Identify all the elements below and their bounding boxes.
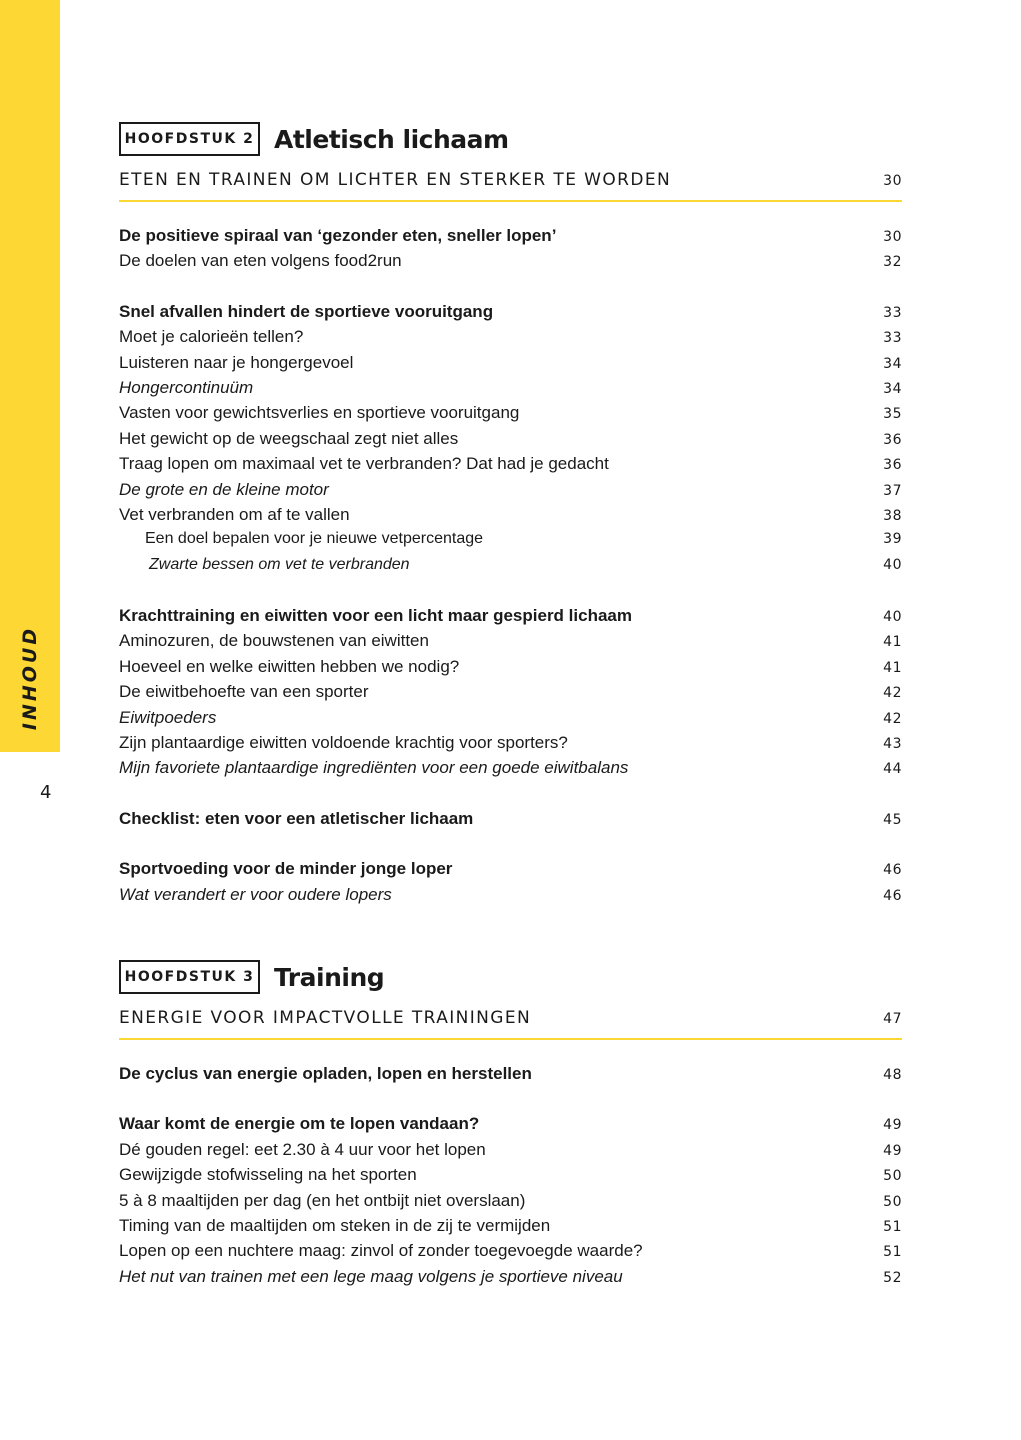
chapter-label: HOOFDSTUK 3 xyxy=(119,960,260,994)
toc-entry[interactable] xyxy=(119,429,902,454)
toc-entry[interactable] xyxy=(119,378,902,403)
toc-entry[interactable] xyxy=(119,480,902,505)
toc-entry-title: Timing van de maaltijden om steken in de zij te vermijden xyxy=(119,1215,551,1235)
toc-entry-page: 48 xyxy=(883,1067,902,1083)
toc-entry-page: 35 xyxy=(883,406,902,423)
toc-section-entry[interactable] xyxy=(119,859,902,884)
chapter-header xyxy=(119,958,902,996)
toc-entry[interactable] xyxy=(119,758,902,783)
toc-entry-page: 41 xyxy=(883,634,902,651)
toc-entry[interactable] xyxy=(119,1165,902,1190)
toc-entry[interactable] xyxy=(119,505,902,530)
toc-entry-page: 36 xyxy=(883,457,902,474)
toc-entry[interactable] xyxy=(119,353,902,378)
toc-entry-title: De positieve spiraal van ‘gezonder eten, sneller lopen’ xyxy=(119,226,557,245)
toc-entry-title: Sportvoeding voor de minder jonge loper xyxy=(119,859,453,879)
toc-entry[interactable] xyxy=(119,885,902,910)
toc-entry-title: Hongercontinuüm xyxy=(119,377,254,397)
toc-entry-page: 33 xyxy=(883,304,902,321)
chapter-3-section xyxy=(119,958,902,1292)
toc-entry-page: 49 xyxy=(883,1117,902,1134)
toc-entry-page: 32 xyxy=(883,254,902,271)
chapter-subtitle-page: 30 xyxy=(883,173,902,189)
toc-entry-title: Snel afvallen hindert de sportieve vooruitgang xyxy=(119,301,494,321)
toc-entry[interactable] xyxy=(119,530,902,555)
toc-entry[interactable] xyxy=(119,327,902,352)
toc-entry-title: Zijn plantaardige eiwitten voldoende krachtig voor sporters? xyxy=(119,733,568,753)
toc-entry-page: 46 xyxy=(883,862,902,879)
chapter-subtitle: ETEN EN TRAINEN OM LICHTER EN STERKER TE WORDEN xyxy=(119,170,672,190)
toc-entry-page: 34 xyxy=(883,355,902,372)
toc-entry-page: 45 xyxy=(883,811,902,828)
side-label xyxy=(14,625,46,731)
toc-entry-page: 43 xyxy=(883,736,902,753)
toc-entry-page: 42 xyxy=(883,685,902,702)
toc-group xyxy=(119,226,902,277)
toc-entry-title: Luisteren naar je hongergevoel xyxy=(119,352,354,372)
toc-entry-page: 33 xyxy=(883,330,902,347)
toc-entry-page: 44 xyxy=(883,761,902,778)
chapter-subtitle-page: 47 xyxy=(883,1011,902,1027)
toc-entry-title: Aminozuren, de bouwstenen van eiwitten xyxy=(119,631,429,651)
toc-entry[interactable] xyxy=(119,403,902,428)
toc-group xyxy=(119,606,902,784)
toc-entry-page: 36 xyxy=(883,431,902,448)
toc-entry-page: 30 xyxy=(883,229,902,245)
toc-entry-page: 42 xyxy=(883,710,902,727)
toc-entry-title: Krachttraining en eiwitten voor een licht maar gespierd lichaam xyxy=(119,606,632,626)
toc-entry[interactable] xyxy=(119,251,902,276)
toc-entry-title: Een doel bepalen voor je nieuwe vetpercentage xyxy=(145,530,484,548)
chapter-header xyxy=(119,120,902,158)
toc-section-entry[interactable] xyxy=(119,226,902,251)
toc-entry-title: De cyclus van energie opladen, lopen en herstellen xyxy=(119,1064,532,1083)
toc-entry[interactable] xyxy=(119,1140,902,1165)
toc-entry[interactable] xyxy=(119,556,902,581)
toc-entry-title: Het gewicht op de weegschaal zegt niet alles xyxy=(119,428,459,448)
toc-entry-title: Hoeveel en welke eiwitten hebben we nodig? xyxy=(119,656,460,676)
toc-entry[interactable] xyxy=(119,1267,902,1292)
chapter-label: HOOFDSTUK 2 xyxy=(119,122,260,156)
toc-entry-page: 52 xyxy=(883,1269,902,1286)
toc-group xyxy=(119,1064,902,1089)
toc-group xyxy=(119,1114,902,1292)
toc-entry-title: Mijn favoriete plantaardige ingrediënten voor een goede eiwitbalans xyxy=(119,758,629,778)
toc-entries xyxy=(119,1064,902,1292)
toc-section-entry[interactable] xyxy=(119,809,902,834)
toc-entry-title: Vasten voor gewichtsverlies en sportieve vooruitgang xyxy=(119,403,520,423)
toc-entry-page: 51 xyxy=(883,1244,902,1261)
toc-entry-title: De doelen van eten volgens food2run xyxy=(119,251,402,271)
toc-entry-page: 38 xyxy=(883,507,902,524)
toc-entry-page: 41 xyxy=(883,659,902,676)
toc-entry-page: 37 xyxy=(883,482,902,499)
chapter-subtitle-row[interactable] xyxy=(119,170,902,202)
toc-section-entry[interactable] xyxy=(119,302,902,327)
toc-group xyxy=(119,809,902,834)
toc-section-entry[interactable] xyxy=(119,606,902,631)
toc-entry-title: Lopen op een nuchtere maag: zinvol of zonder toegevoegde waarde? xyxy=(119,1241,643,1261)
toc-section-entry[interactable] xyxy=(119,1064,902,1089)
toc-entry-title: Vet verbranden om af te vallen xyxy=(119,504,350,524)
toc-entry-title: Moet je calorieën tellen? xyxy=(119,327,304,347)
toc-entry-title: De eiwitbehoefte van een sporter xyxy=(119,682,369,702)
toc-entry-title: Traag lopen om maximaal vet te verbranden? Dat had je gedacht xyxy=(119,454,609,474)
toc-entry-title: 5 à 8 maaltijden per dag (en het ontbijt niet overslaan) xyxy=(119,1190,526,1210)
toc-entry-title: Waar komt de energie om te lopen vandaan? xyxy=(119,1114,480,1134)
toc-entry-page: 40 xyxy=(883,609,902,626)
page-number: 4 xyxy=(40,782,52,803)
toc-entry[interactable] xyxy=(119,682,902,707)
toc-entry-page: 39 xyxy=(883,531,902,548)
chapter-subtitle: ENERGIE VOOR IMPACTVOLLE TRAININGEN xyxy=(119,1008,532,1028)
toc-entry-page: 51 xyxy=(883,1218,902,1235)
chapter-title: Atletisch lichaam xyxy=(274,124,509,154)
chapter-title: Training xyxy=(274,962,385,992)
toc-entry[interactable] xyxy=(119,631,902,656)
toc-entry-title: Checklist: eten voor een atletischer lichaam xyxy=(119,808,474,828)
toc-entry[interactable] xyxy=(119,1216,902,1241)
toc-entry-title: Eiwitpoeders xyxy=(119,707,217,727)
toc-entry-page: 50 xyxy=(883,1168,902,1185)
toc-section-entry[interactable] xyxy=(119,1114,902,1139)
side-label-text: INHOUD xyxy=(19,625,42,731)
toc-entry-title: Gewijzigde stofwisseling na het sporten xyxy=(119,1165,417,1185)
chapter-subtitle-row[interactable] xyxy=(119,1008,902,1040)
toc-entry-title: Dé gouden regel: eet 2.30 à 4 uur voor het lopen xyxy=(119,1139,486,1159)
toc-entry-title: De grote en de kleine motor xyxy=(119,479,329,499)
toc-entry[interactable] xyxy=(119,454,902,479)
toc-entry-page: 50 xyxy=(883,1193,902,1210)
toc-entry-page: 34 xyxy=(883,380,902,397)
toc-entries xyxy=(119,226,902,910)
toc-entry-page: 40 xyxy=(883,556,902,573)
toc-entry[interactable] xyxy=(119,1241,902,1266)
chapter-2-section xyxy=(119,120,902,910)
toc-group xyxy=(119,859,902,910)
toc-entry[interactable] xyxy=(119,733,902,758)
toc-entry[interactable] xyxy=(119,1191,902,1216)
toc-group xyxy=(119,302,902,581)
toc-entry[interactable] xyxy=(119,708,902,733)
toc-entry[interactable] xyxy=(119,657,902,682)
toc-entry-page: 49 xyxy=(883,1142,902,1159)
toc-entry-page: 46 xyxy=(883,887,902,904)
toc-entry-title: Het nut van trainen met een lege maag volgens je sportieve niveau xyxy=(119,1266,623,1286)
toc-entry-title: Wat verandert er voor oudere lopers xyxy=(119,884,392,904)
toc-entry-title: Zwarte bessen om vet te verbranden xyxy=(149,555,410,573)
